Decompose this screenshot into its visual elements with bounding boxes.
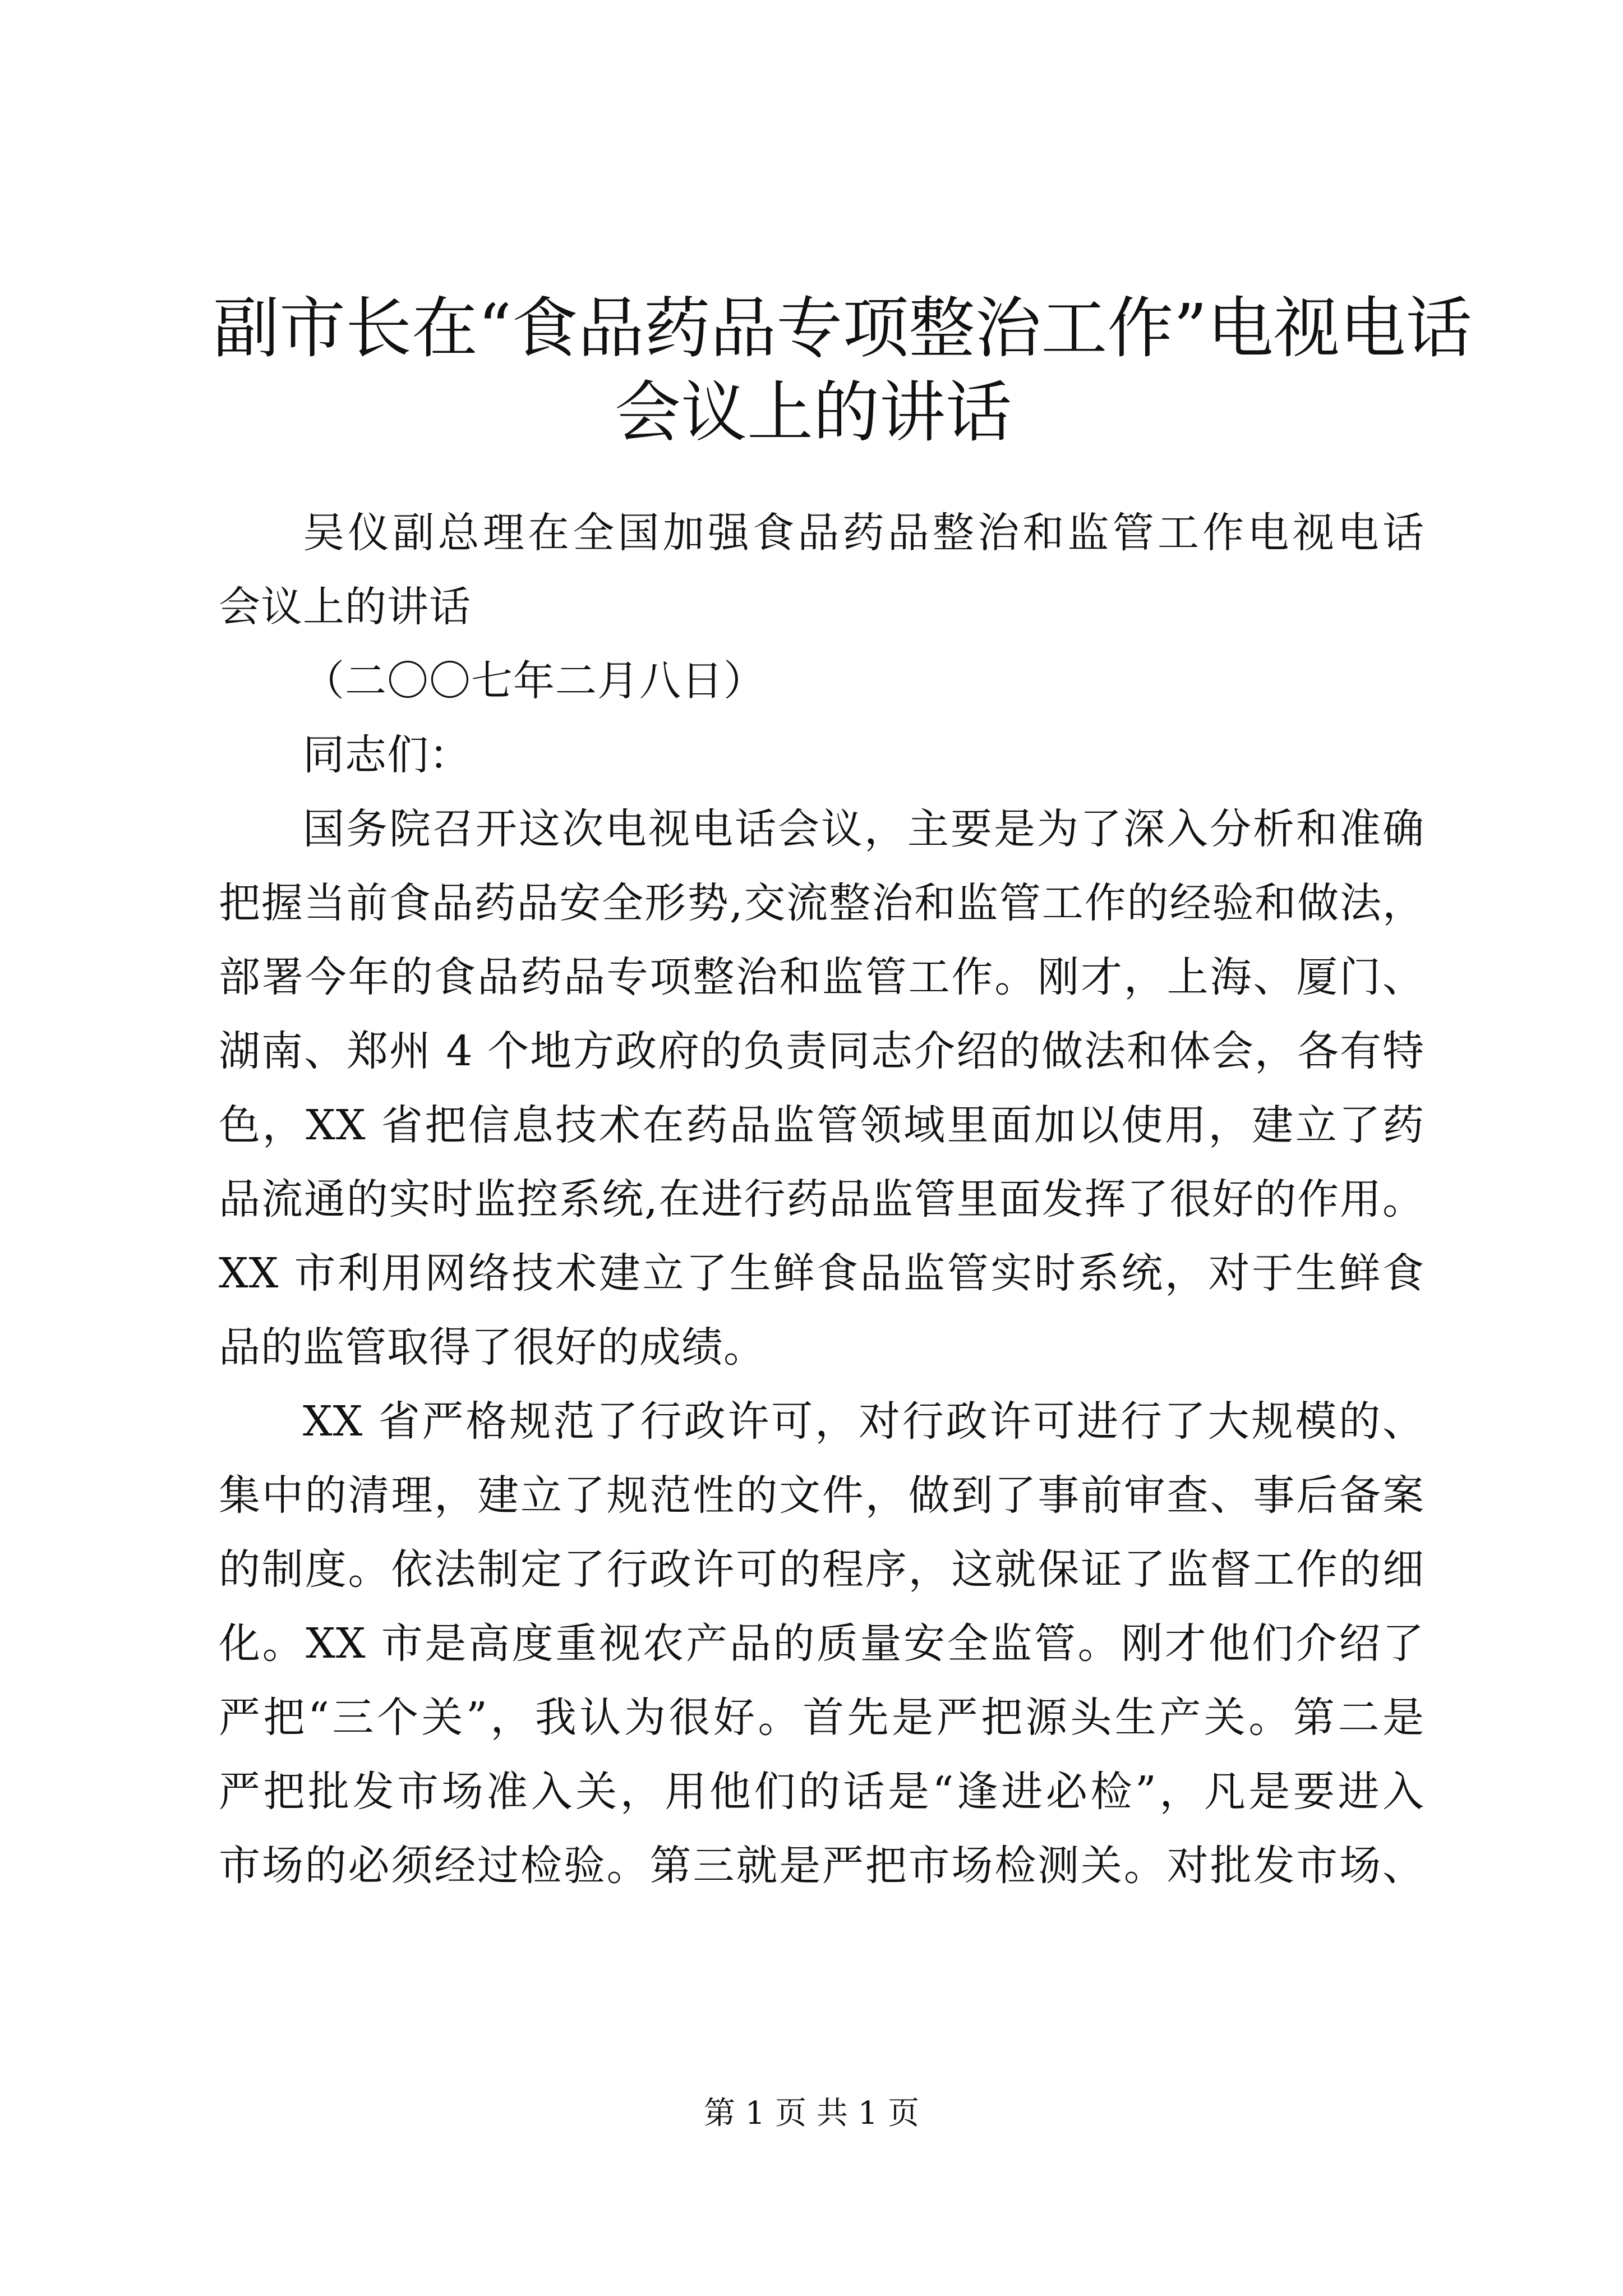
- paragraph-2-line: 化。XX 市是高度重视农产品的质量安全监管。刚才他们介绍了: [219, 1619, 1424, 1668]
- paragraph-1-line: 把握当前食品药品安全形势,交流整治和监管工作的经验和做法，: [219, 879, 1424, 927]
- document-title-line-2: 会议上的讲话: [614, 374, 1012, 451]
- paragraph-1-line: 部署今年的食品药品专项整治和监管工作。刚才，上海、厦门、: [219, 953, 1424, 1001]
- paragraph-1-line: XX 市利用网络技术建立了生鲜食品监管实时系统，对于生鲜食: [219, 1249, 1424, 1297]
- paragraph-2-line: 集中的清理，建立了规范性的文件，做到了事前审查、事后备案: [219, 1471, 1424, 1520]
- paragraph-2-line: 严把“三个关”，我认为很好。首先是严把源头生产关。第二是: [219, 1694, 1424, 1742]
- paragraph-2-line: XX 省严格规范了行政许可，对行政许可进行了大规模的、: [303, 1397, 1424, 1446]
- subtitle-line-2: 会议上的讲话: [219, 583, 471, 631]
- paragraph-2-line: 严把批发市场准入关，用他们的话是“逢进必检”，凡是要进入: [219, 1768, 1424, 1816]
- paragraph-2-line: 市场的必须经过检验。第三就是严把市场检测关。对批发市场、: [219, 1842, 1424, 1890]
- speech-date: （二〇〇七年二月八日）: [303, 657, 766, 705]
- paragraph-1-line: 国务院召开这次电视电话会议，主要是为了深入分析和准确: [303, 805, 1424, 853]
- subtitle-line-1: 吴仪副总理在全国加强食品药品整治和监管工作电视电话: [303, 509, 1424, 557]
- paragraph-1-line: 湖南、郑州 4 个地方政府的负责同志介绍的做法和体会，各有特: [219, 1027, 1424, 1075]
- paragraph-1-line: 色，XX 省把信息技术在药品监管领域里面加以使用，建立了药: [219, 1101, 1424, 1149]
- document-title-line-1: 副市长在“食品药品专项整治工作”电视电话: [213, 289, 1472, 367]
- paragraph-1-line: 品的监管取得了很好的成绩。: [219, 1323, 766, 1372]
- paragraph-1-line: 品流通的实时监控系统,在进行药品监管里面发挥了很好的作用。: [219, 1175, 1424, 1223]
- paragraph-2-line: 的制度。依法制定了行政许可的程序，这就保证了监督工作的细: [219, 1545, 1424, 1594]
- page-footer: 第 1 页 共 1 页: [703, 2095, 920, 2132]
- salutation: 同志们：: [303, 731, 471, 779]
